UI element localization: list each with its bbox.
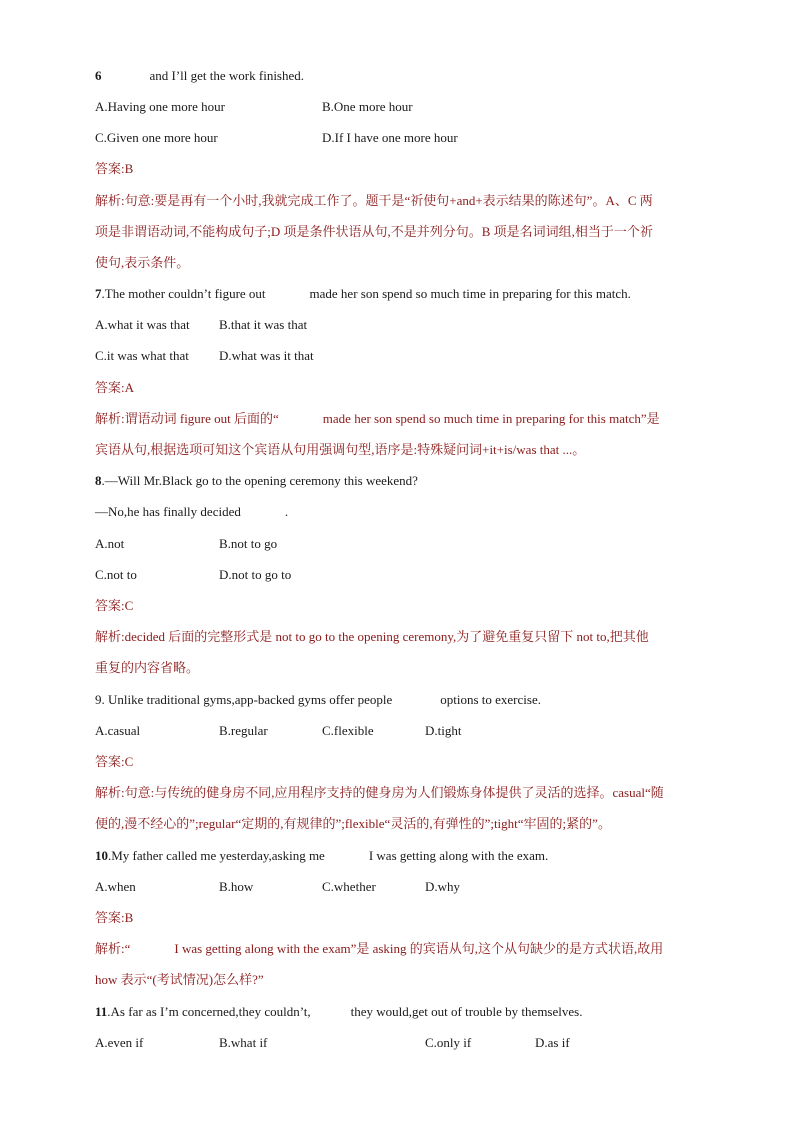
option-a: A.not bbox=[95, 536, 125, 551]
analysis-line: how 表示“(考试情况)怎么样?” bbox=[95, 972, 264, 987]
analysis-line: 解析:decided 后面的完整形式是 not to go to the opening ceremony,为了避免重复只留下 not to,把其他 bbox=[95, 629, 649, 644]
option-b: B.how bbox=[219, 879, 254, 894]
answer-label: 答案:C bbox=[95, 754, 134, 769]
option-c: C.only if bbox=[425, 1035, 472, 1050]
analysis-line: 解析:句意:与传统的健身房不同,应用程序支持的健身房为人们锻炼身体提供了灵活的选择。casual“随 bbox=[95, 785, 664, 800]
answer-label: 答案:B bbox=[95, 910, 134, 925]
question-8-stem: 8.—Will Mr.Black go to the opening ceremony this weekend? bbox=[95, 473, 418, 488]
analysis-line: 重复的内容省略。 bbox=[95, 660, 200, 675]
option-a: A.Having one more hour bbox=[95, 99, 225, 114]
question-number: 11 bbox=[95, 1004, 108, 1019]
answer-label: 答案:B bbox=[95, 161, 134, 176]
question-7-stem: 7.The mother couldn’t figure out made her son spend so much time in preparing for this match. bbox=[95, 286, 631, 301]
question-8-reply: —No,he has finally decided . bbox=[95, 504, 289, 519]
option-d: D.tight bbox=[425, 723, 462, 738]
option-c: C.it was what that bbox=[95, 348, 189, 363]
option-c: C.flexible bbox=[322, 723, 374, 738]
answer-label: 答案:A bbox=[95, 380, 135, 395]
option-c: C.Given one more hour bbox=[95, 130, 218, 145]
analysis-line: 宾语从句,根据选项可知这个宾语从句用强调句型,语序是:特殊疑问词+it+is/was that ...。 bbox=[95, 442, 586, 457]
option-d: D.why bbox=[425, 879, 461, 894]
option-b: B.not to go bbox=[219, 536, 278, 551]
option-b: B.what if bbox=[219, 1035, 268, 1050]
option-b: B.One more hour bbox=[322, 99, 413, 114]
answer-label: 答案:C bbox=[95, 598, 134, 613]
analysis-line: 使句,表示条件。 bbox=[95, 255, 190, 270]
question-9-stem: 9. Unlike traditional gyms,app-backed gyms offer people options to exercise. bbox=[95, 692, 541, 707]
option-c: C.whether bbox=[322, 879, 376, 894]
option-b: B.regular bbox=[219, 723, 268, 738]
analysis-line: 解析:“ I was getting along with the exam”是 asking 的宾语从句,这个从句缺少的是方式状语,故用 bbox=[95, 941, 664, 956]
option-b: B.that it was that bbox=[219, 317, 308, 332]
question-6-stem: 6 and I’ll get the work finished. bbox=[95, 68, 305, 83]
question-11-stem: 11.As far as I’m concerned,they couldn’t, they would,get out of trouble by themselves. bbox=[95, 1004, 583, 1019]
question-number: 7 bbox=[95, 286, 102, 301]
option-a: A.what it was that bbox=[95, 317, 190, 332]
question-number: 9 bbox=[95, 692, 102, 707]
analysis-line: 解析:句意:要是再有一个小时,我就完成工作了。题干是“祈使句+and+表示结果的陈述句”。A、C 两 bbox=[95, 193, 653, 208]
option-c: C.not to bbox=[95, 567, 137, 582]
question-10-stem: 10.My father called me yesterday,asking me I was getting along with the exam. bbox=[95, 848, 549, 863]
question-number: 8 bbox=[95, 473, 102, 488]
analysis-line: 解析:谓语动词 figure out 后面的“ made her son spend so much time in preparing for this match”是 bbox=[95, 411, 660, 426]
option-a: A.when bbox=[95, 879, 136, 894]
option-a: A.casual bbox=[95, 723, 141, 738]
option-d: D.not to go to bbox=[219, 567, 292, 582]
question-number: 6 bbox=[95, 68, 102, 83]
option-d: D.as if bbox=[535, 1035, 570, 1050]
analysis-line: 便的,漫不经心的”;regular“定期的,有规律的”;flexible“灵活的,有弹性的”;tight“牢固的;紧的”。 bbox=[95, 816, 611, 831]
option-d: D.what was it that bbox=[219, 348, 314, 363]
option-a: A.even if bbox=[95, 1035, 144, 1050]
analysis-line: 项是非谓语动词,不能构成句子;D 项是条件状语从句,不是并列分句。B 项是名词词组,相当于一个祈 bbox=[95, 224, 653, 239]
option-d: D.If I have one more hour bbox=[322, 130, 458, 145]
question-number: 10 bbox=[95, 848, 108, 863]
